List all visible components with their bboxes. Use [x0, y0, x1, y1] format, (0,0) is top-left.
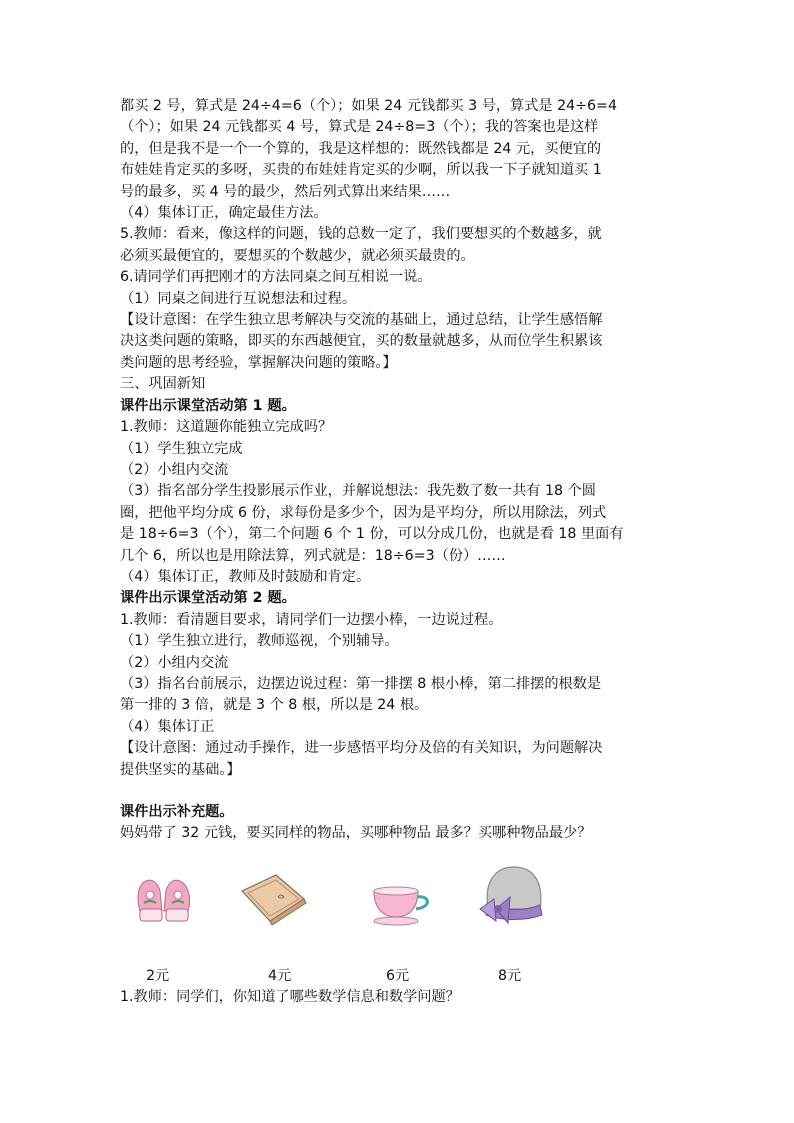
document-page	[120, 96, 680, 1008]
text-line: （个）；如果 24 元钱都买 4 号，算式是 24÷8=3（个）；我的答案也是这样	[120, 119, 599, 136]
design-note-line: 【设计意图：通过动手操作，进一步感悟平均分及倍的有关知识，为问题解决	[120, 740, 603, 757]
activity-heading: 课件出示课堂活动第 2 题。	[120, 590, 296, 607]
lesson-text	[120, 96, 680, 781]
supplement-question: 妈妈带了 32 元钱，要买同样的物品，买哪种物品 最多？买哪种物品最少？	[120, 825, 592, 842]
design-note-line: 类问题的思考经验，掌握解决问题的策略。】	[120, 354, 397, 371]
price-label: 2元	[146, 967, 170, 984]
text-line: 6.请同学们再把刚才的方法同桌之间互相说一说。	[120, 269, 432, 286]
text-line: 几个 6，所以也是用除法算，列式就是：18÷6=3（份）……	[120, 547, 506, 564]
price-label: 6元	[386, 967, 410, 984]
supplement-heading: 课件出示补充题。	[120, 804, 234, 820]
text-line: （4）集体订正，确定最佳方法。	[120, 205, 328, 222]
text-line: （4）集体订正	[120, 718, 215, 735]
teacup-icon	[368, 881, 438, 927]
text-line: （2）小组内交流	[120, 654, 229, 671]
text-line: （3）指名部分学生投影展示作业，并解说想法：我先数了数一共有 18 个圆	[120, 483, 596, 500]
text-line: 1.教师：这道题你能独立完成吗？	[120, 419, 333, 436]
text-line: 是 18÷6=3（个），第二个问题 6 个 1 份，可以分成几份，也就是看 18 里面有	[120, 526, 624, 543]
text-line: （2）小组内交流	[120, 461, 229, 478]
price-label: 8元	[498, 967, 522, 984]
hat-icon	[474, 859, 554, 929]
text-line: （1）同桌之间进行互说想法和过程。	[120, 290, 357, 307]
text-line: （1）学生独立进行，教师巡视，个别辅导。	[120, 633, 399, 650]
supplement-followup: 1.教师：同学们，你知道了哪些数学信息和数学问题？	[120, 988, 460, 1005]
text-line: 都买 2 号，算式是 24÷4=6（个）；如果 24 元钱都买 3 号，算式是 24÷6=4	[120, 98, 617, 114]
activity-heading: 课件出示课堂活动第 1 题。	[120, 397, 296, 414]
text-line: 的，但是我不是一个一个算的，我是这样想的：既然钱都是 24 元，买便宜的	[120, 140, 602, 157]
text-line: （1）学生独立完成	[120, 440, 243, 457]
section-heading: 三、巩固新知	[120, 376, 206, 393]
design-note-line: 提供坚实的基础。】	[120, 761, 241, 778]
text-line: 号的最多，买 4 号的最少，然后列式算出来结果……	[120, 183, 451, 200]
design-note-line: 决这类问题的策略，即买的东西越便宜，买的数量就越多，从而位学生积累该	[120, 333, 603, 350]
text-line: （3）指名台前展示，边摆边说过程：第一排摆 8 根小棒，第二排摆的根数是	[120, 675, 602, 692]
text-line: 5.教师：看来，像这样的问题，钱的总数一定了，我们要想买的个数越多，就	[120, 226, 602, 243]
handkerchief-icon	[238, 871, 308, 927]
blank-line	[120, 781, 680, 802]
gloves-icon	[134, 871, 194, 929]
text-line: 第一排的 3 倍，就是 3 个 8 根，所以是 24 根。	[120, 697, 429, 714]
price-label: 4元	[268, 967, 292, 984]
text-line: 1.教师：看清题目要求，请同学们一边摆小棒，一边说过程。	[120, 611, 503, 628]
text-line: 必须买最便宜的，要想买的个数越少，就必须买最贵的。	[120, 247, 475, 264]
design-note-line: 【设计意图：在学生独立思考解决与交流的基础上，通过总结，让学生感悟解	[120, 312, 603, 329]
item-pictures	[120, 859, 680, 959]
price-row	[120, 965, 680, 987]
text-line: 圈，把他平均分成 6 份，求每份是多少个，因为是平均分，所以用除法，列式	[120, 504, 607, 521]
text-line: （4）集体订正，教师及时鼓励和肯定。	[120, 568, 371, 585]
text-line: 布娃娃肯定买的多呀，买贵的布娃娃肯定买的少啊，所以我一下子就知道买 1	[120, 162, 602, 179]
